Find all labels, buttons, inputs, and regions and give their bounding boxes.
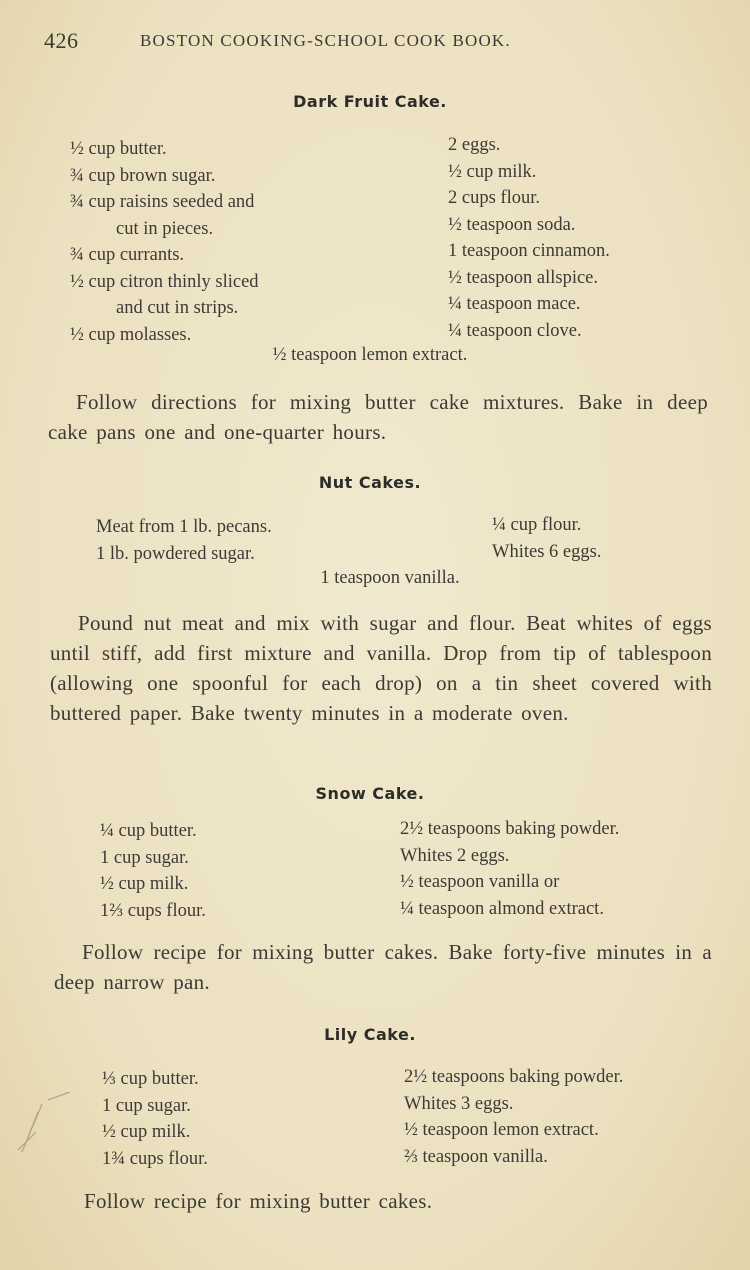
recipe-title: Nut Cakes. bbox=[318, 473, 422, 492]
ingredient-centered: 1 teaspoon vanilla. bbox=[320, 568, 460, 588]
ingredient: ½ teaspoon lemon extract. bbox=[404, 1120, 599, 1140]
pencil-mark-icon bbox=[8, 1092, 88, 1162]
ingredient: ¾ cup raisins seeded and bbox=[70, 192, 255, 212]
ingredient: ½ cup butter. bbox=[70, 139, 167, 159]
ingredient: 2½ teaspoons baking powder. bbox=[400, 819, 620, 839]
ingredient: ½ cup milk. bbox=[448, 161, 537, 182]
ingredient: ¾ cup brown sugar. bbox=[70, 165, 216, 186]
ingredient: 1⅔ cups flour. bbox=[100, 900, 206, 921]
recipe-title: Snow Cake. bbox=[315, 784, 425, 803]
ingredient: ½ cup milk. bbox=[102, 1122, 191, 1142]
running-title: BOSTON COOKING-SCHOOL COOK BOOK. bbox=[140, 31, 511, 50]
ingredient: 2 cups flour. bbox=[448, 188, 540, 208]
ingredient: Meat from 1 lb. pecans. bbox=[96, 517, 272, 537]
ingredient: 1 cup sugar. bbox=[102, 1095, 191, 1116]
ingredient: ½ teaspoon allspice. bbox=[448, 267, 599, 288]
page-number: 426 bbox=[44, 28, 79, 53]
ingredient: and cut in strips. bbox=[116, 298, 239, 318]
ingredients-left bbox=[96, 514, 272, 567]
ingredient: cut in pieces. bbox=[116, 218, 214, 239]
ingredient: ⅔ teaspoon vanilla. bbox=[404, 1146, 548, 1167]
ingredient: Whites 2 eggs. bbox=[400, 845, 510, 866]
ingredient: ¼ teaspoon clove. bbox=[448, 320, 582, 341]
ingredient: ½ teaspoon vanilla or bbox=[400, 872, 560, 892]
ingredient: 1 teaspoon cinnamon. bbox=[448, 241, 610, 261]
ingredient: ½ teaspoon soda. bbox=[448, 214, 576, 235]
ingredients-left bbox=[100, 818, 206, 924]
ingredient: ¼ cup flour. bbox=[492, 515, 582, 535]
ingredient: 1 cup sugar. bbox=[100, 847, 189, 868]
ingredient: 1¾ cups flour. bbox=[102, 1148, 208, 1169]
ingredient: ¼ teaspoon almond extract. bbox=[400, 898, 604, 919]
ingredients-right bbox=[492, 512, 601, 565]
ingredients-right bbox=[448, 132, 610, 344]
ingredient: ¼ teaspoon mace. bbox=[448, 294, 581, 314]
recipe-title: Lily Cake. bbox=[324, 1025, 416, 1044]
ingredient: 2½ teaspoons baking powder. bbox=[404, 1067, 624, 1087]
recipe-directions: Follow directions for mixing butter cake mixtures. Bake in deep cake pans one and one-quarter hours. bbox=[48, 390, 708, 444]
ingredient: Whites 3 eggs. bbox=[404, 1093, 514, 1114]
ingredient-centered: ½ teaspoon lemon extract. bbox=[272, 345, 468, 365]
ingredient: ½ cup milk. bbox=[100, 874, 189, 894]
recipe-title: Dark Fruit Cake. bbox=[293, 92, 447, 111]
ingredient: ¼ cup butter. bbox=[100, 821, 197, 841]
ingredient: ½ cup molasses. bbox=[70, 324, 192, 345]
ingredient: ½ cup citron thinly sliced bbox=[70, 271, 259, 292]
ingredient: ⅓ cup butter. bbox=[102, 1069, 199, 1089]
ingredients-left bbox=[70, 136, 259, 348]
recipe-directions: Pound nut meat and mix with sugar and flour. Beat whites of eggs until stiff, add first mixture and vanilla. Drop from tip of tablespoon (allowing one spoonful for each drop) on a tin sheet covered with buttered paper. Bake twenty minutes in a moderate oven. bbox=[50, 611, 712, 725]
ingredient: 1 lb. powdered sugar. bbox=[96, 543, 255, 564]
ingredients-left bbox=[102, 1066, 208, 1172]
ingredient: 2 eggs. bbox=[448, 135, 501, 155]
recipe-directions: Follow recipe for mixing butter cakes. bbox=[84, 1189, 433, 1213]
ingredients-right bbox=[404, 1064, 623, 1170]
ingredient: ¾ cup currants. bbox=[70, 245, 185, 265]
recipe-directions: Follow recipe for mixing butter cakes. Bake forty-five minutes in a deep narrow pan. bbox=[54, 940, 712, 994]
ingredient: Whites 6 eggs. bbox=[492, 541, 602, 562]
ingredients-right bbox=[400, 816, 619, 922]
